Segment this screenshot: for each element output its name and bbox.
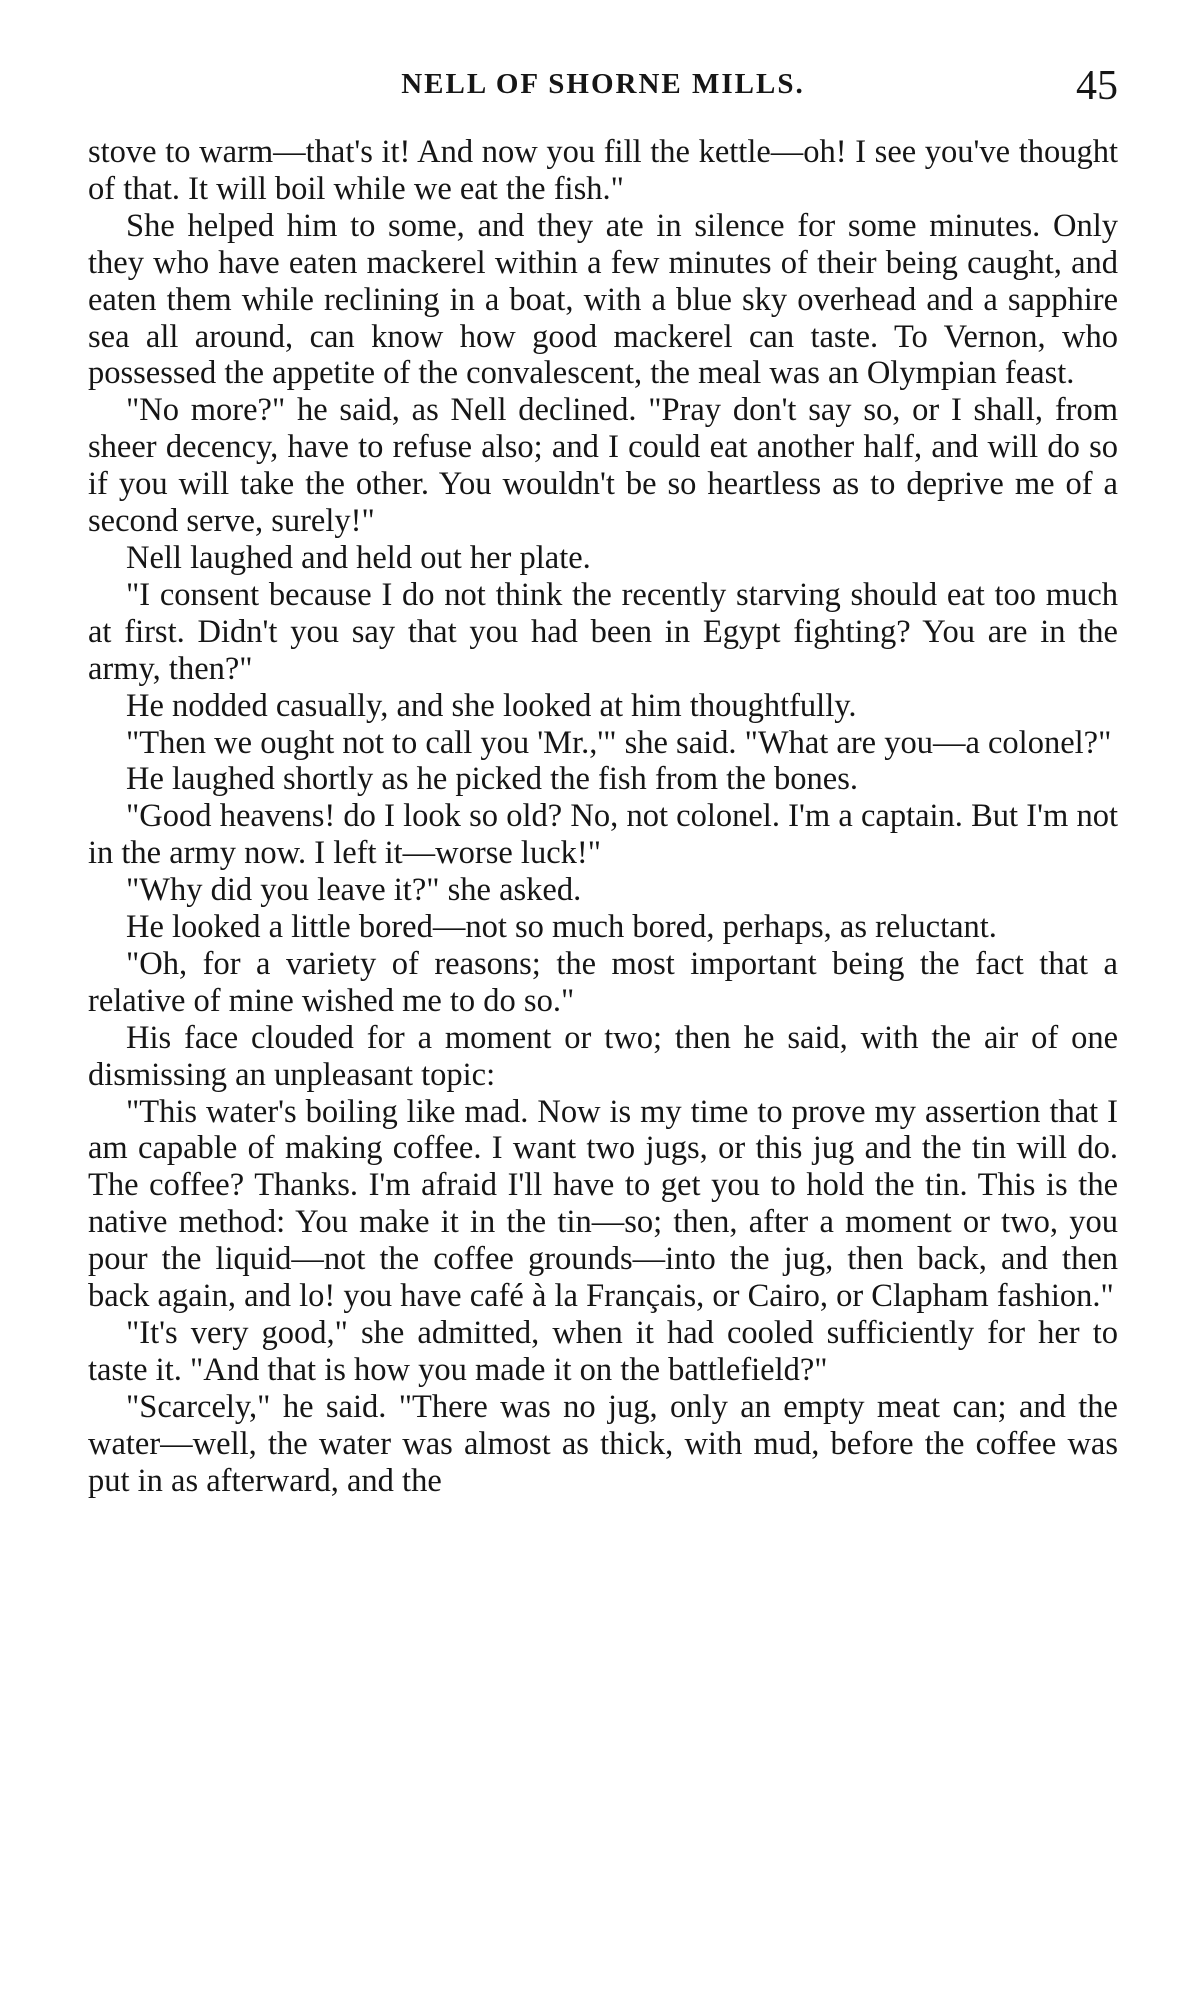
paragraph-1: stove to warm—that's it! And now you fill the kettle—oh! I see you've thought of that. It will boil while we eat the fish.": [88, 134, 1118, 207]
paragraph-13: His face clouded for a moment or two; then he said, with the air of one dismissing an unpleasant topic:: [88, 1019, 1118, 1093]
paragraph-10: "Why did you leave it?" she asked.: [126, 872, 582, 909]
body-text: [88, 134, 1118, 1500]
paragraph-6: He nodded casually, and she looked at him thoughtfully.: [126, 687, 857, 724]
paragraph-11: He looked a little bored—not so much bored, perhaps, as reluctant.: [126, 909, 997, 946]
paragraph-14: "This water's boiling like mad. Now is my time to prove my assertion that I am capable of making coffee. I want two jugs, or this jug and the tin will do. The coffee? Thanks. I'm afraid I'll have to get you to hold the tin. This is the native method: You make it in the tin—so; then, after a moment or two, you pour the liquid—not the coffee grounds—into the jug, then back, and then back again, and lo! you have café à la Français, or Cairo, or Clapham fashion.": [88, 1093, 1118, 1315]
paragraph-16: "Scarcely," he said. "There was no jug, only an empty meat can; and the water—well, the water was almost as thick, with mud, before the coffee was put in as afterward, and the: [88, 1388, 1118, 1499]
page-number: 45: [1076, 63, 1118, 109]
paragraph-9: "Good heavens! do I look so old? No, not colonel. I'm a captain. But I'm not in the army now. I left it—worse luck!": [88, 798, 1118, 872]
running-title: NELL OF SHORNE MILLS.: [401, 68, 805, 100]
running-head: [88, 62, 1118, 112]
paragraph-5: "I consent because I do not think the recently starving should eat too much at first. Didn't you say that you had been in Egypt fighting? You are in the army, then?": [88, 576, 1118, 687]
paragraph-7: "Then we ought not to call you 'Mr.,'" she said. "What are you—a colonel?": [126, 724, 1112, 761]
paragraph-15: "It's very good," she admitted, when it had cooled sufficiently for her to taste it. "And that is how you made it on the battlefield?": [88, 1315, 1118, 1388]
paragraph-12: "Oh, for a variety of reasons; the most important being the fact that a relative of mine wished me to do so.": [88, 945, 1118, 1019]
paragraph-4: Nell laughed and held out her plate.: [126, 539, 591, 576]
paragraph-3: "No more?" he said, as Nell declined. "Pray don't say so, or I shall, from sheer decency, have to refuse also; and I could eat another half, and will do so if you will take the other. You wouldn't be so heartless as to deprive me of a second serve, surely!": [88, 392, 1118, 540]
paragraph-8: He laughed shortly as he picked the fish from the bones.: [126, 761, 858, 798]
paragraph-2: She helped him to some, and they ate in silence for some minutes. Only they who have eaten mackerel within a few minutes of their being caught, and eaten them while reclining in a boat, with a blue sky overhead and a sapphire sea all around, can know how good mackerel can taste. To Vernon, who possessed the appetite of the convalescent, the meal was an Olympian feast.: [88, 207, 1118, 392]
